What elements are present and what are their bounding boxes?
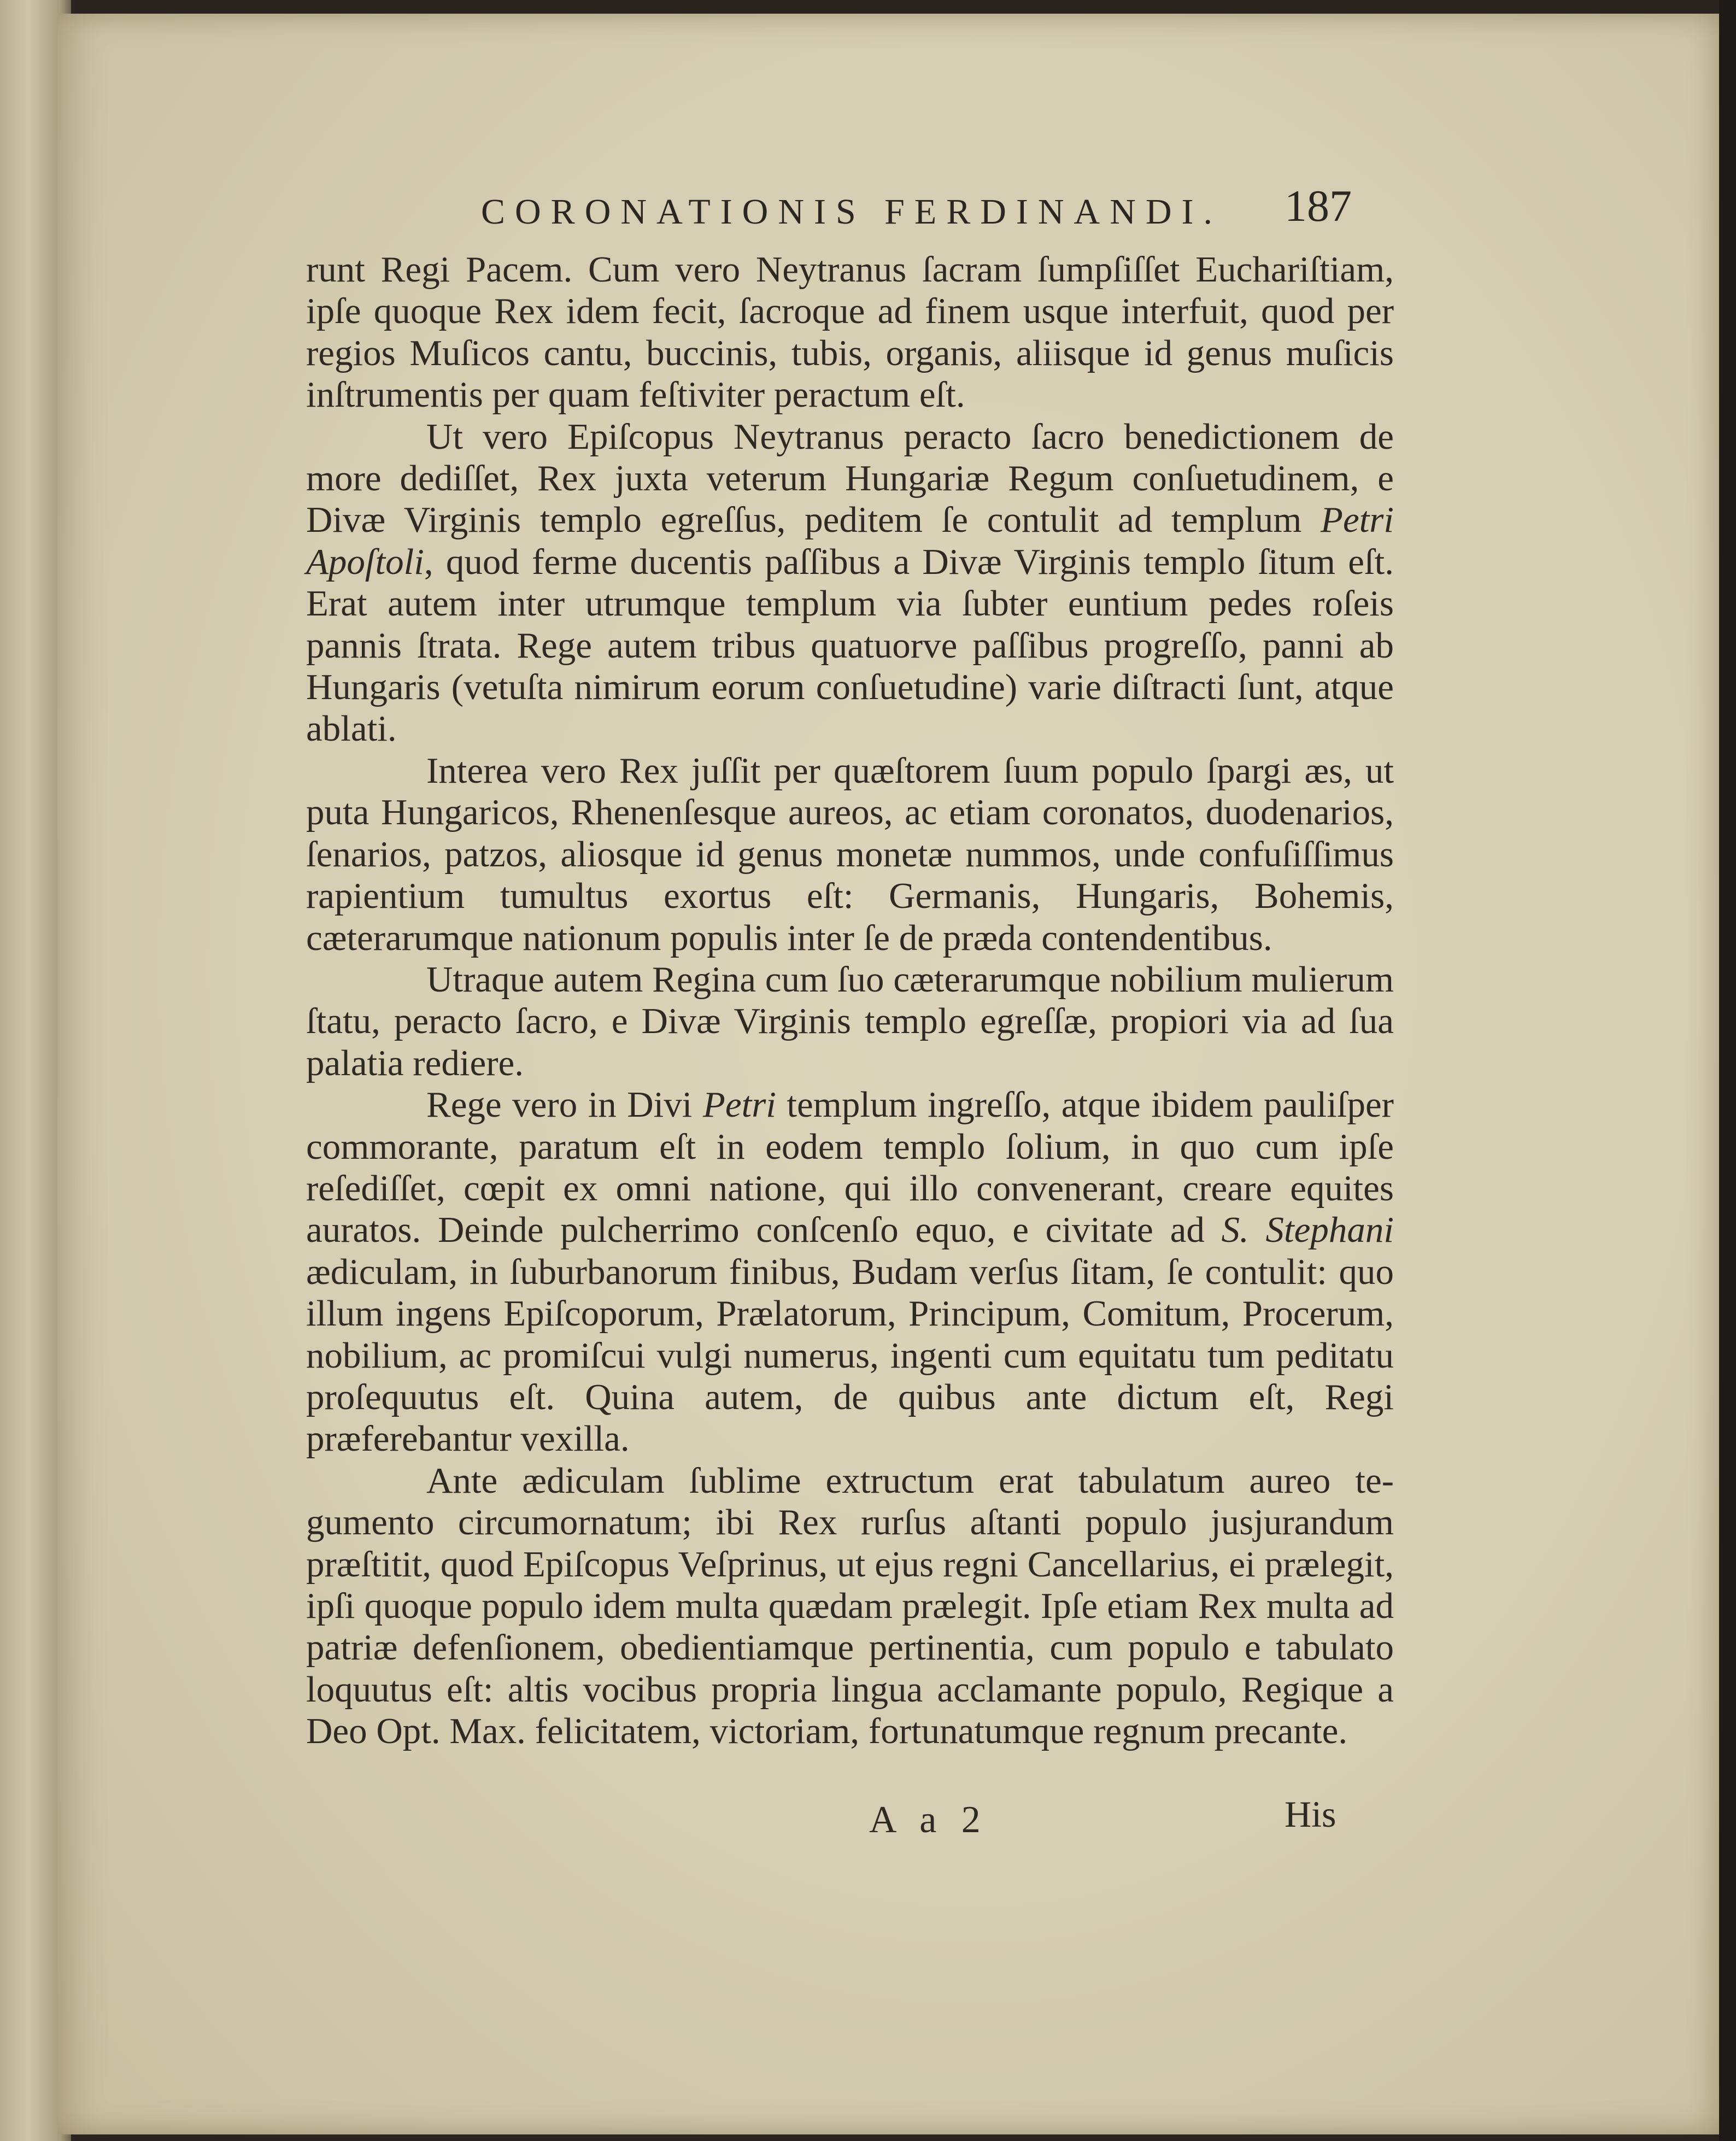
catchword: His bbox=[1285, 1793, 1336, 1835]
paragraph-6: Ante ædiculam ſublime extructum erat tabulatum aureo tegumento circumornatum; ibi Rex rurſus aſtanti populo jusjurandum præſtitit, quod Epiſcopus Veſprinus, ut ejus regni Cancellarius, ei prælegit, ipſi quoque populo idem multa quædam prælegit. Ipſe etiam Rex multa ad patriæ defenſionem, obedientiamque pertinentia, cum populo e tabulato loquutus eſt: altis vocibus propria lingua acclamante populo, Regique a Deo Opt. Max. felicitatem, victoriam, fortunatumque regnum precante. bbox=[306, 1460, 1394, 1752]
paragraph-5-italic-2: S. Stephani bbox=[1221, 1210, 1394, 1251]
running-header bbox=[481, 186, 1383, 246]
paragraph-2 bbox=[306, 416, 1394, 750]
paragraph-1: runt Regi Pacem. Cum vero Neytranus ſacram ſumpſiſſet Euchariſtiam, ipſe quoque Rex idem fecit, ſacroque ad finem usque interfuit, quod per regios Muſicos cantu, buccinis, tubis, organis, aliisque id genus muſicis inſtrumentis per quam feſtiviter peractum eſt. bbox=[306, 249, 1394, 415]
running-title: CORONATIONIS FERDINANDI. bbox=[481, 192, 1222, 232]
paragraph-5-text-after: ædiculam, in ſuburbanorum finibus, Budam verſus ſitam, ſe contulit: quo illum ingens Epiſcoporum, Prælatorum, Principum, Comitum, Procerum, nobilium, ac promiſcui vulgi numerus, ingenti cum equitatu tum peditatu proſequutus eſt. Quina autem, de quibus ante dictum eſt, Regi præferebantur vexilla. bbox=[306, 1251, 1394, 1459]
page-number: 187 bbox=[1285, 181, 1352, 231]
signature-mark: A a 2 bbox=[869, 1799, 988, 1841]
paragraph-2-text-before: Ut vero Epiſcopus Neytranus peracto ſacro benedictionem de more dediſſet, Rex juxta veterum Hungariæ Regum conſuetudinem, e Divæ Virginis templo egreſſus, peditem ſe contulit ad templum bbox=[306, 416, 1394, 541]
paragraph-5-text-before: Rege vero in Divi bbox=[426, 1084, 703, 1125]
body-text bbox=[306, 249, 1394, 1752]
paragraph-5-italic: Petri bbox=[702, 1084, 776, 1125]
paragraph-4: Utraque autem Regina cum ſuo cæterarumque nobilium mulierum ſtatu, peracto ſacro, e Divæ Virginis templo egreſſæ, propiori via ad ſua palatia rediere. bbox=[306, 959, 1394, 1083]
paragraph-3: Interea vero Rex juſſit per quæſtorem ſuum populo ſpargi æs, ut puta Hungaricos, Rhenenſesque aureos, ac etiam coronatos, duodenarios, ſenarios, patzos, aliosque id genus monetæ nummos, unde confuſiſſimus rapientium tumultus exortus eſt: Germanis, Hungaris, Bohemis, cæterarumque nationum populis inter ſe de præda contendentibus. bbox=[306, 750, 1394, 958]
page-footer bbox=[0, 1793, 1736, 1853]
paragraph-5 bbox=[306, 1084, 1394, 1460]
paragraph-5-text-middle: templum ingreſſo, atque ibidem pauliſper commorante, paratum eſt in eodem templo ſolium, in quo cum ipſe reſediſſet, cœpit ex omni natione, qui illo convenerant, creare equites auratos. Deinde pulcherrimo conſcenſo equo, e civitate ad bbox=[306, 1084, 1394, 1251]
paragraph-2-text-after: , quod ferme ducentis paſſibus a Divæ Virginis templo ſitum eſt. Erat autem inter utrumque templum via ſubter euntium pedes roſeis pannis ſtrata. Rege autem tribus quatuorve paſſibus progreſſo, panni ab Hungaris (vetuſta nimirum eorum conſuetudine) varie diſtracti ſunt, atque ablati. bbox=[306, 541, 1394, 749]
paragraph-2-italic: Petri Apoſtoli bbox=[306, 500, 1394, 582]
